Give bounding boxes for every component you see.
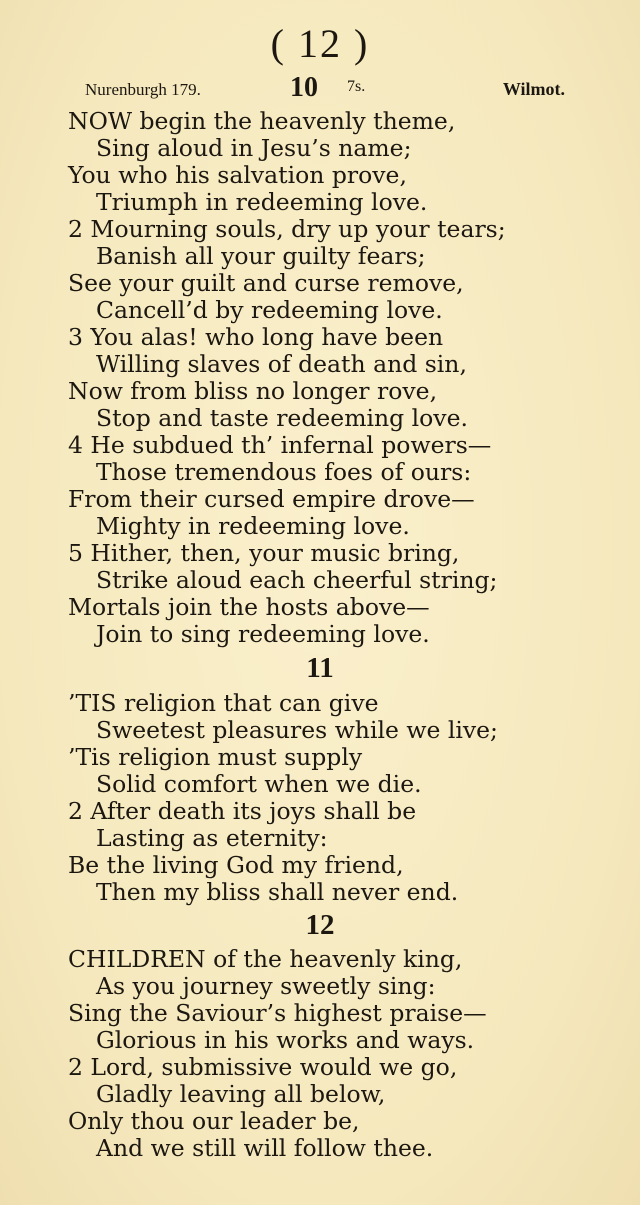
verse-line: Triumph in redeeming love.: [96, 188, 428, 216]
verse-line: Glorious in his works and ways.: [96, 1026, 475, 1054]
verse-line: NOW begin the heavenly theme,: [68, 107, 456, 135]
verse-line: Mighty in redeeming love.: [96, 512, 410, 540]
meter: 7s.: [347, 78, 366, 95]
verse-line: Mortals join the hosts above—: [68, 593, 430, 621]
verse-line: CHILDREN of the heavenly king,: [68, 945, 463, 973]
verse-line: And we still will follow thee.: [96, 1134, 434, 1162]
verse-line: 2 After death its joys shall be: [68, 797, 417, 825]
verse-line: See your guilt and curse remove,: [68, 269, 464, 297]
verse-line: Sing the Saviour’s highest praise—: [68, 999, 487, 1027]
verse-line: 2 Mourning souls, dry up your tears;: [68, 215, 506, 243]
verse-line: Stop and taste redeeming love.: [96, 404, 468, 432]
tune-name-left: Nurenburgh 179.: [85, 80, 201, 99]
verse-line: Willing slaves of death and sin,: [96, 350, 467, 378]
verse-line: ’Tis religion must supply: [68, 743, 363, 771]
verse-line: From their cursed empire drove—: [68, 485, 475, 513]
verse-line: Strike aloud each cheerful string;: [96, 566, 498, 594]
verse-line: 5 Hither, then, your music bring,: [68, 539, 460, 567]
verse-line: Lasting as eternity:: [96, 824, 328, 852]
hymn-number-10: 10: [290, 72, 318, 103]
verse-line: You who his salvation prove,: [68, 161, 407, 189]
verse-line: Now from bliss no longer rove,: [68, 377, 438, 405]
verse-line: Only thou our leader be,: [68, 1107, 360, 1135]
verse-line: Solid comfort when we die.: [96, 770, 422, 798]
verse-line: As you journey sweetly sing:: [96, 972, 436, 1000]
verse-line: ’TIS religion that can give: [68, 689, 379, 717]
verse-line: Those tremendous foes of ours:: [96, 458, 472, 486]
verse-line: Then my bliss shall never end.: [96, 878, 459, 906]
verse-line: Join to sing redeeming love.: [96, 620, 430, 648]
verse-line: Gladly leaving all below,: [96, 1080, 386, 1108]
page-number: ( 12 ): [270, 21, 370, 66]
hymn-number-12: 12: [305, 909, 335, 941]
verse-line: Sing aloud in Jesu’s name;: [96, 134, 412, 162]
verse-line: 3 You alas! who long have been: [68, 323, 444, 351]
verse-line: 2 Lord, submissive would we go,: [68, 1053, 458, 1081]
verse-line: Be the living God my friend,: [68, 851, 404, 879]
verse-line: Banish all your guilty fears;: [96, 242, 426, 270]
verse-line: Cancell’d by redeeming love.: [96, 296, 443, 324]
tune-name-right: Wilmot.: [502, 79, 565, 99]
hymn-number-11: 11: [306, 652, 334, 684]
verse-line: Sweetest pleasures while we live;: [96, 716, 498, 744]
tune-header: [85, 74, 565, 104]
verse-line: 4 He subdued th’ infernal powers—: [68, 431, 492, 459]
